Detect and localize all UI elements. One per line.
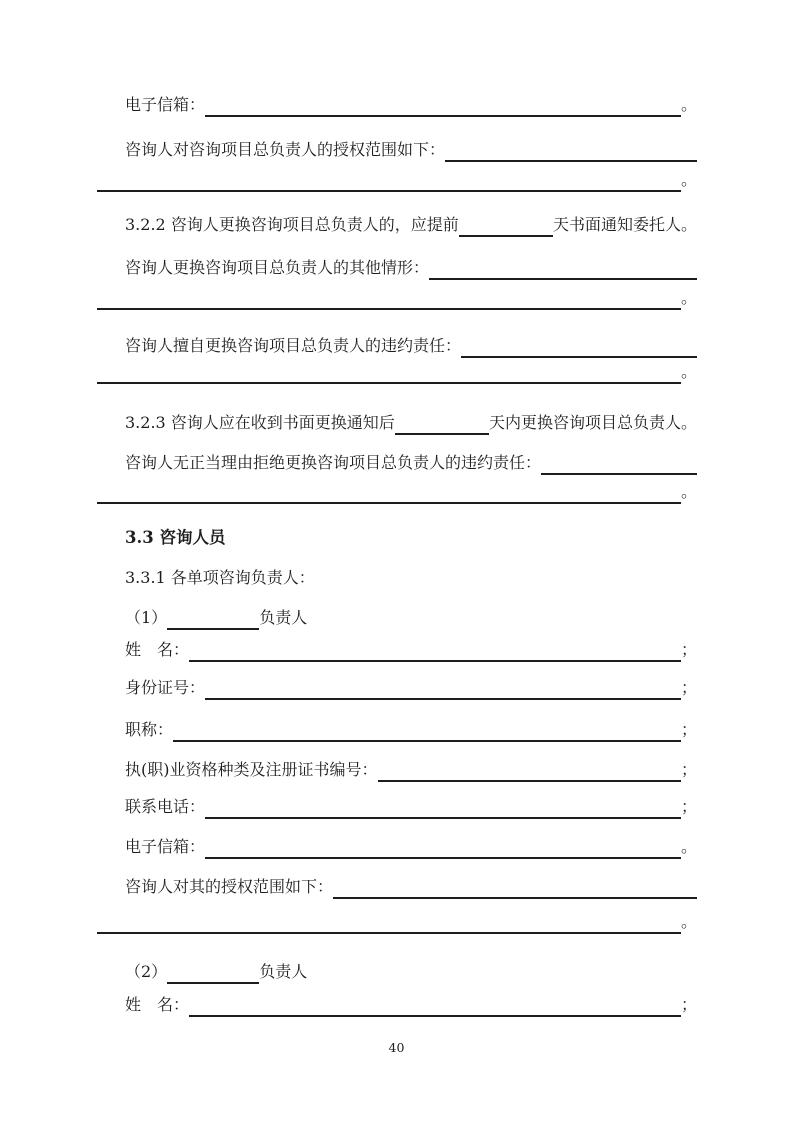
line-continuation-blank: [97, 360, 697, 384]
fill-in-blank: [541, 451, 697, 475]
clause-3-2-3: [125, 411, 697, 435]
line-continuation-blank: [97, 168, 697, 192]
fill-in-blank: [205, 93, 681, 117]
fill-in-blank: [97, 286, 681, 310]
field-label: 咨询人对其的授权范围如下：: [125, 877, 334, 896]
fill-in-blank: [205, 835, 681, 859]
line-continuation-blank: [97, 910, 697, 934]
field-label: 咨询人无正当理由拒绝更换咨询项目总负责人的违约责任：: [125, 453, 542, 472]
fill-in-blank: [461, 334, 697, 358]
clause-text: 天书面通知委托人。: [552, 215, 697, 234]
fill-in-blank: [97, 360, 681, 384]
clause-text: 3.2.2 咨询人更换咨询项目总负责人的，应提前: [125, 215, 459, 234]
field-label: 咨询人对咨询项目总负责人的授权范围如下：: [125, 140, 446, 159]
line-qualification-1: [125, 758, 697, 782]
fill-in-blank: [189, 638, 681, 662]
punctuation: ；: [680, 797, 697, 816]
fill-in-blank-specialty: [167, 606, 259, 630]
line-name-2: [125, 993, 697, 1017]
line-breach-liability-unauthorized: [125, 334, 697, 358]
fill-in-blank-days: [459, 213, 553, 237]
fill-in-blank: [429, 256, 697, 280]
section-heading-3-3: [125, 526, 697, 550]
clause-text: 3.2.3 咨询人应在收到书面更换通知后: [125, 413, 395, 432]
punctuation: 。: [680, 288, 697, 307]
line-item-1-lead: [125, 606, 697, 630]
line-continuation-blank: [97, 286, 697, 310]
field-label: 电子信箱：: [125, 95, 206, 114]
page-number: 40: [388, 1040, 405, 1055]
fill-in-blank: [97, 168, 681, 192]
field-label: 执(职)业资格种类及注册证书编号：: [125, 760, 378, 779]
clause-text: 3.3.1 各单项咨询负责人：: [125, 568, 315, 587]
line-other-circumstances: [125, 256, 697, 280]
item-number: （1）: [125, 608, 168, 627]
line-continuation-blank: [97, 480, 697, 504]
field-label: 职称：: [125, 720, 174, 739]
line-authorization-scope-lead: [125, 138, 697, 162]
punctuation: ；: [680, 678, 697, 697]
fill-in-blank: [97, 480, 681, 504]
clause-text: 天内更换咨询项目总负责人。: [488, 413, 697, 432]
fill-in-blank-specialty: [167, 960, 259, 984]
line-title-1: [125, 718, 697, 742]
fill-in-blank: [445, 138, 697, 162]
clause-3-2-2: [125, 213, 697, 237]
punctuation: ；: [680, 760, 697, 779]
punctuation: ；: [680, 995, 697, 1014]
fill-in-blank: [97, 910, 681, 934]
fill-in-blank: [205, 676, 681, 700]
field-label: 联系电话：: [125, 797, 206, 816]
field-label: 咨询人擅自更换咨询项目总负责人的违约责任：: [125, 336, 462, 355]
fill-in-blank: [173, 718, 681, 742]
line-authorization-scope-1: [125, 875, 697, 899]
punctuation: 。: [680, 95, 697, 114]
fill-in-blank: [333, 875, 697, 899]
field-label: 姓 名：: [125, 995, 190, 1014]
punctuation: ；: [680, 640, 697, 659]
item-number: （2）: [125, 962, 168, 981]
field-label: 电子信箱：: [125, 837, 206, 856]
line-item-2-lead: [125, 960, 697, 984]
punctuation: 。: [680, 170, 697, 189]
section-heading-text: 3.3 咨询人员: [125, 528, 226, 547]
line-name-1: [125, 638, 697, 662]
line-email-1: [125, 835, 697, 859]
fill-in-blank: [189, 993, 681, 1017]
item-text: 负责人: [259, 608, 308, 627]
line-phone-1: [125, 795, 697, 819]
punctuation: 。: [680, 482, 697, 501]
item-text: 负责人: [259, 962, 308, 981]
field-label: 身份证号：: [125, 678, 206, 697]
clause-3-3-1: [125, 566, 697, 590]
field-label: 姓 名：: [125, 640, 190, 659]
fill-in-blank-days: [395, 411, 489, 435]
punctuation: ；: [680, 720, 697, 739]
punctuation: 。: [680, 912, 697, 931]
line-breach-liability-refusal: [125, 451, 697, 475]
field-label: 咨询人更换咨询项目总负责人的其他情形：: [125, 258, 430, 277]
fill-in-blank: [378, 758, 681, 782]
fill-in-blank: [205, 795, 681, 819]
punctuation: 。: [680, 362, 697, 381]
punctuation: 。: [680, 837, 697, 856]
line-id-number-1: [125, 676, 697, 700]
line-email-general-manager: [125, 93, 697, 117]
